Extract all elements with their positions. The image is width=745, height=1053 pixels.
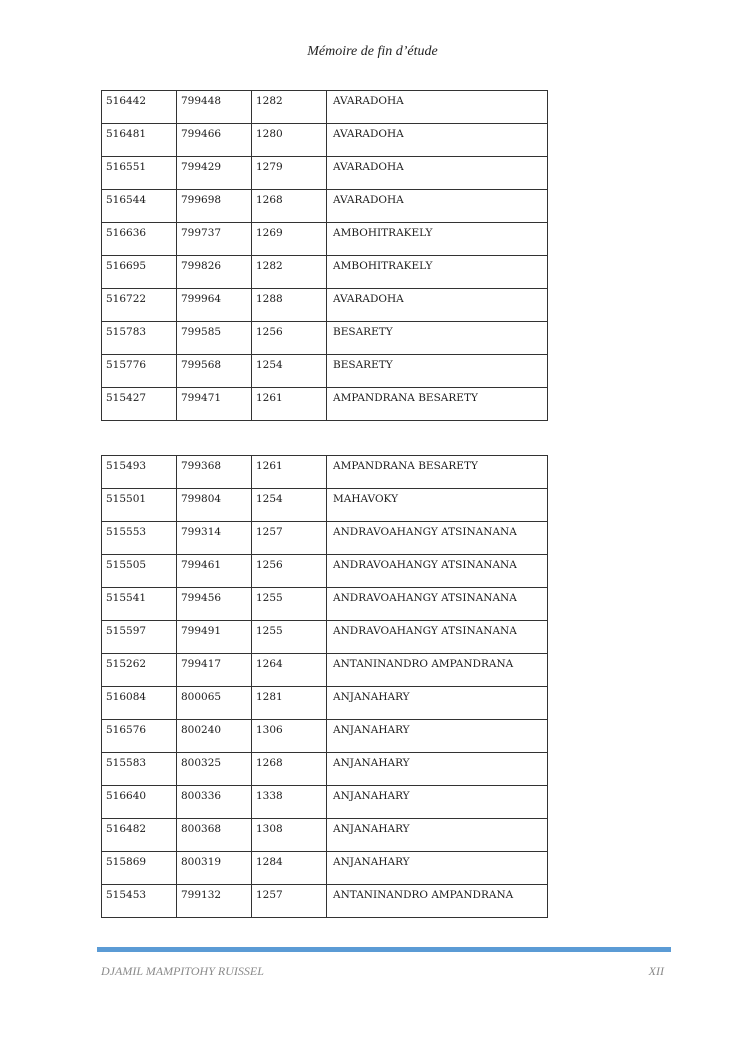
footer-divider-bar (97, 947, 671, 952)
table-row (102, 720, 548, 753)
cell-x-coordinate: 515453 (102, 885, 177, 918)
table-row (102, 256, 548, 289)
cell-locality: ANDRAVOAHANGY ATSINANANA (327, 522, 548, 555)
table-row (102, 852, 548, 885)
footer-author: DJAMIL MAMPITOHY RUISSEL (101, 964, 264, 978)
cell-altitude: 1288 (252, 289, 327, 322)
cell-x-coordinate: 515505 (102, 555, 177, 588)
data-table-2 (101, 455, 548, 918)
table-row (102, 621, 548, 654)
cell-altitude: 1254 (252, 489, 327, 522)
table-row (102, 355, 548, 388)
cell-x-coordinate: 516442 (102, 91, 177, 124)
cell-altitude: 1306 (252, 720, 327, 753)
table-row (102, 654, 548, 687)
cell-y-coordinate: 799964 (177, 289, 252, 322)
table-row (102, 322, 548, 355)
cell-locality: AMBOHITRAKELY (327, 223, 548, 256)
cell-y-coordinate: 799429 (177, 157, 252, 190)
table-row (102, 885, 548, 918)
cell-locality: BESARETY (327, 355, 548, 388)
cell-altitude: 1268 (252, 190, 327, 223)
cell-locality: ANTANINANDRO AMPANDRANA (327, 654, 548, 687)
table-row (102, 819, 548, 852)
cell-x-coordinate: 516695 (102, 256, 177, 289)
cell-y-coordinate: 799826 (177, 256, 252, 289)
cell-altitude: 1280 (252, 124, 327, 157)
cell-altitude: 1264 (252, 654, 327, 687)
cell-altitude: 1282 (252, 91, 327, 124)
cell-x-coordinate: 516640 (102, 786, 177, 819)
cell-y-coordinate: 799132 (177, 885, 252, 918)
cell-altitude: 1279 (252, 157, 327, 190)
cell-y-coordinate: 800065 (177, 687, 252, 720)
table-row (102, 489, 548, 522)
cell-altitude: 1256 (252, 322, 327, 355)
cell-altitude: 1261 (252, 388, 327, 421)
table-row (102, 588, 548, 621)
cell-y-coordinate: 800325 (177, 753, 252, 786)
cell-altitude: 1284 (252, 852, 327, 885)
table-row (102, 223, 548, 256)
cell-locality: MAHAVOKY (327, 489, 548, 522)
cell-locality: AVARADOHA (327, 124, 548, 157)
cell-locality: ANJANAHARY (327, 720, 548, 753)
cell-altitude: 1254 (252, 355, 327, 388)
cell-y-coordinate: 799466 (177, 124, 252, 157)
cell-locality: ANJANAHARY (327, 852, 548, 885)
cell-locality: AMPANDRANA BESARETY (327, 456, 548, 489)
cell-x-coordinate: 516576 (102, 720, 177, 753)
cell-y-coordinate: 799368 (177, 456, 252, 489)
cell-y-coordinate: 799804 (177, 489, 252, 522)
cell-y-coordinate: 799698 (177, 190, 252, 223)
cell-locality: ANJANAHARY (327, 819, 548, 852)
cell-altitude: 1281 (252, 687, 327, 720)
cell-x-coordinate: 515553 (102, 522, 177, 555)
cell-x-coordinate: 516551 (102, 157, 177, 190)
cell-altitude: 1257 (252, 885, 327, 918)
cell-x-coordinate: 516544 (102, 190, 177, 223)
cell-altitude: 1261 (252, 456, 327, 489)
cell-altitude: 1255 (252, 621, 327, 654)
cell-x-coordinate: 515501 (102, 489, 177, 522)
table-row (102, 157, 548, 190)
cell-x-coordinate: 515262 (102, 654, 177, 687)
cell-locality: ANJANAHARY (327, 786, 548, 819)
table-row (102, 388, 548, 421)
cell-y-coordinate: 800240 (177, 720, 252, 753)
cell-locality: ANDRAVOAHANGY ATSINANANA (327, 621, 548, 654)
table-row (102, 190, 548, 223)
cell-x-coordinate: 515783 (102, 322, 177, 355)
cell-locality: BESARETY (327, 322, 548, 355)
cell-altitude: 1257 (252, 522, 327, 555)
cell-x-coordinate: 515776 (102, 355, 177, 388)
cell-altitude: 1269 (252, 223, 327, 256)
table-row (102, 753, 548, 786)
cell-altitude: 1256 (252, 555, 327, 588)
table-row (102, 289, 548, 322)
cell-locality: AMBOHITRAKELY (327, 256, 548, 289)
page-header-title: Mémoire de fin d’étude (307, 44, 438, 59)
cell-x-coordinate: 515869 (102, 852, 177, 885)
cell-y-coordinate: 799471 (177, 388, 252, 421)
cell-locality: ANTANINANDRO AMPANDRANA (327, 885, 548, 918)
table-row (102, 456, 548, 489)
cell-x-coordinate: 516481 (102, 124, 177, 157)
cell-x-coordinate: 515493 (102, 456, 177, 489)
cell-altitude: 1282 (252, 256, 327, 289)
footer-page-number: XII (648, 964, 664, 978)
cell-x-coordinate: 515597 (102, 621, 177, 654)
cell-x-coordinate: 516722 (102, 289, 177, 322)
cell-x-coordinate: 515583 (102, 753, 177, 786)
cell-y-coordinate: 799585 (177, 322, 252, 355)
cell-x-coordinate: 515541 (102, 588, 177, 621)
table-row (102, 91, 548, 124)
cell-y-coordinate: 799491 (177, 621, 252, 654)
cell-y-coordinate: 800336 (177, 786, 252, 819)
cell-locality: AVARADOHA (327, 157, 548, 190)
table-row (102, 124, 548, 157)
cell-y-coordinate: 799461 (177, 555, 252, 588)
cell-locality: AMPANDRANA BESARETY (327, 388, 548, 421)
cell-x-coordinate: 516636 (102, 223, 177, 256)
cell-locality: ANDRAVOAHANGY ATSINANANA (327, 555, 548, 588)
cell-altitude: 1338 (252, 786, 327, 819)
cell-y-coordinate: 799737 (177, 223, 252, 256)
cell-locality: ANJANAHARY (327, 753, 548, 786)
cell-locality: AVARADOHA (327, 91, 548, 124)
table-row (102, 555, 548, 588)
cell-y-coordinate: 799456 (177, 588, 252, 621)
cell-altitude: 1268 (252, 753, 327, 786)
cell-x-coordinate: 515427 (102, 388, 177, 421)
cell-y-coordinate: 799314 (177, 522, 252, 555)
table-row (102, 687, 548, 720)
cell-y-coordinate: 799568 (177, 355, 252, 388)
cell-locality: ANDRAVOAHANGY ATSINANANA (327, 588, 548, 621)
cell-y-coordinate: 799448 (177, 91, 252, 124)
cell-altitude: 1255 (252, 588, 327, 621)
cell-locality: AVARADOHA (327, 190, 548, 223)
cell-y-coordinate: 800368 (177, 819, 252, 852)
cell-altitude: 1308 (252, 819, 327, 852)
cell-x-coordinate: 516084 (102, 687, 177, 720)
cell-x-coordinate: 516482 (102, 819, 177, 852)
cell-y-coordinate: 800319 (177, 852, 252, 885)
table-row (102, 522, 548, 555)
cell-locality: AVARADOHA (327, 289, 548, 322)
cell-locality: ANJANAHARY (327, 687, 548, 720)
data-table-1 (101, 90, 548, 421)
table-row (102, 786, 548, 819)
cell-y-coordinate: 799417 (177, 654, 252, 687)
